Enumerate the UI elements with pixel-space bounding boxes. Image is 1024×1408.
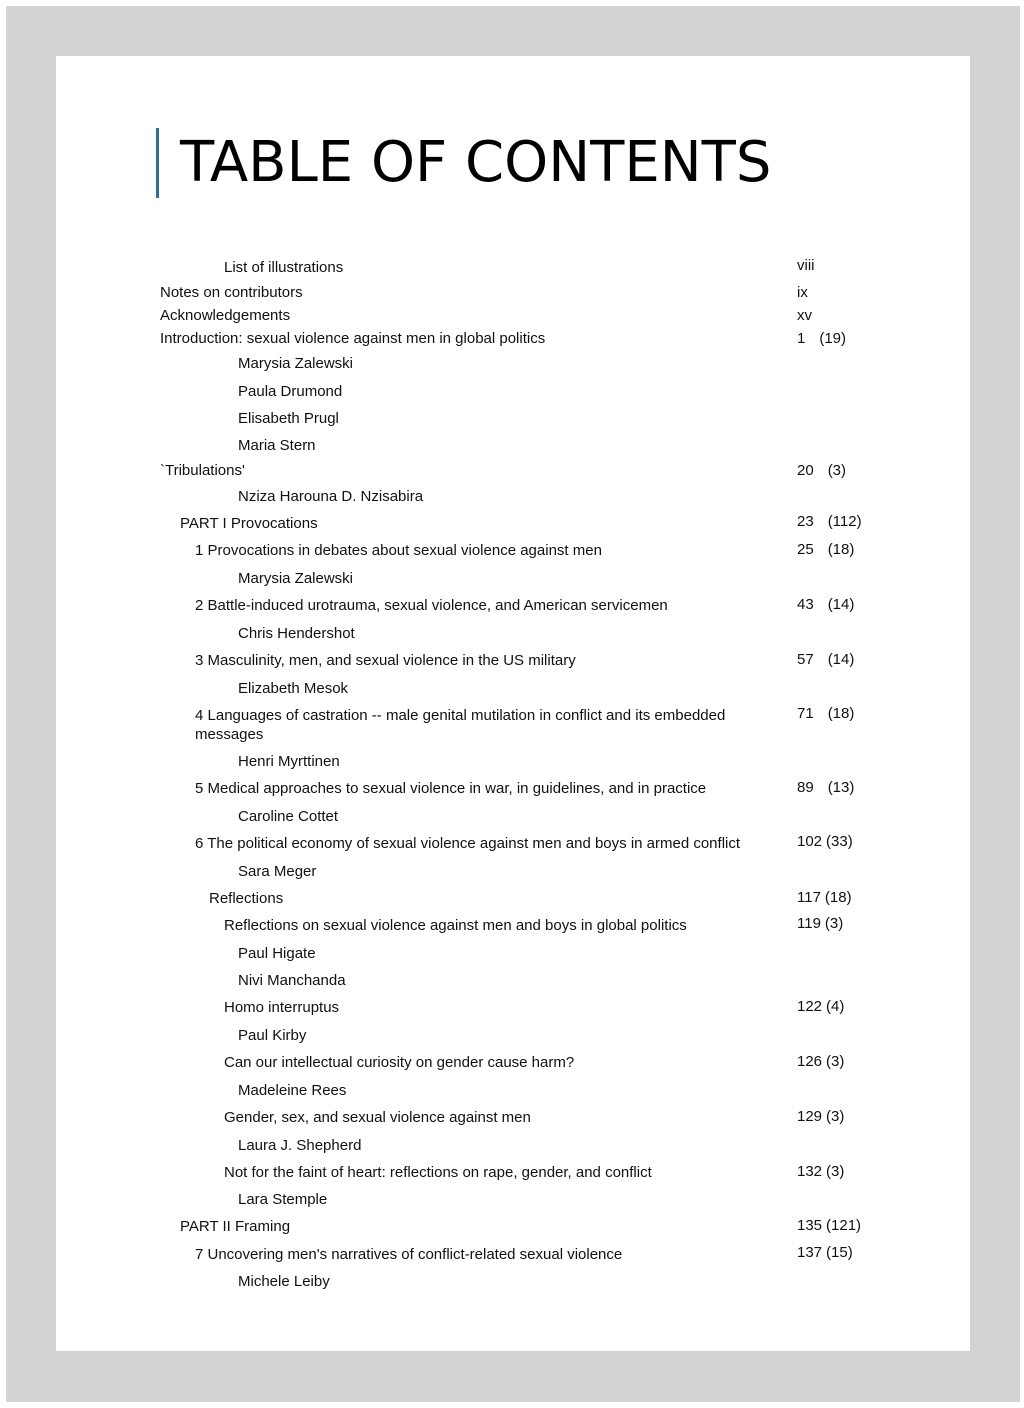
toc-entry [238,971,346,990]
toc-entry [238,409,339,428]
toc-entry-title: Notes on contributors [160,284,303,301]
toc-page-ref [797,1243,853,1262]
toc-page-number: 122 [797,998,823,1015]
toc-entry-title: Maria Stern [238,437,316,454]
toc-page-count: (13) [827,779,855,796]
toc-entry-title: 6 The political economy of sexual violence against men and boys in armed conflict [195,835,741,852]
toc-page-ref [797,306,812,325]
toc-page-ref [797,997,844,1016]
toc-page-ref [797,461,846,480]
toc-entry [224,258,343,277]
toc-entry-title: Homo interruptus [224,999,340,1016]
toc-page-ref [797,1216,861,1235]
toc-entry [238,624,355,643]
toc-entry-title: Michele Leiby [238,1273,330,1290]
toc-page-count: (3) [826,1108,845,1125]
toc-entry-title: 2 Battle-induced urotrauma, sexual violence, and American servicemen [195,597,668,614]
toc-entry [238,1136,361,1155]
toc-entry [224,916,687,935]
toc-page-ref [797,283,808,302]
toc-entry [195,706,755,744]
toc-entry-title: Introduction: sexual violence against men in global politics [160,330,546,347]
toc-page-ref [797,888,852,907]
toc-entry-title: 3 Masculinity, men, and sexual violence in the US military [195,652,576,669]
toc-page-ref [797,1107,844,1126]
toc-entry [195,651,576,670]
toc-page-ref [797,650,854,669]
toc-page-ref [797,832,853,851]
toc-page-number: 1 [797,330,806,347]
toc-page-number: ix [797,284,808,301]
toc-page-number: 43 [797,596,814,613]
toc-page-ref [797,1052,844,1071]
toc-entry [238,487,423,506]
toc-entry-title: Elisabeth Prugl [238,410,339,427]
toc-entry-title: Can our intellectual curiosity on gender cause harm? [224,1054,575,1071]
toc-page-ref [797,540,854,559]
toc-page-number: viii [797,257,815,274]
toc-page-count: (3) [826,1053,845,1070]
toc-entry [195,541,602,560]
toc-entry [195,834,740,853]
toc-page-number: 25 [797,541,814,558]
toc-entry [160,283,303,302]
toc-entry-title: Paula Drumond [238,383,343,400]
toc-entry [195,1245,622,1264]
toc-page-number: 137 [797,1244,823,1261]
toc-page-ref [797,512,862,531]
toc-page-ref [797,256,815,275]
toc-entry-title: Sara Meger [238,863,317,880]
toc-entry-title: PART I Provocations [180,515,318,532]
toc-entry [238,569,353,588]
toc-entry [238,752,340,771]
toc-page-count: (4) [826,998,845,1015]
toc-entry-title: Reflections on sexual violence against men and boys in global politics [224,917,687,934]
toc-entry-title: 4 Languages of castration -- male genital mutilation in conflict and its embedded messages [195,707,726,743]
toc-page-count: (14) [827,651,855,668]
toc-page-count: (19) [819,330,847,347]
toc-entry [160,306,290,325]
toc-entry [195,779,706,798]
toc-entry-title: Madeleine Rees [238,1082,347,1099]
toc-page-number: 89 [797,779,814,796]
toc-entry-title: List of illustrations [224,259,344,276]
toc-entry-title: Paul Kirby [238,1027,307,1044]
toc-page-ref [797,778,854,797]
toc-entry [238,807,338,826]
toc-page-count: (112) [827,513,862,530]
toc-entry [238,1026,306,1045]
toc-entry-title: Elizabeth Mesok [238,680,349,697]
toc-page-ref [797,914,843,933]
toc-entry [238,382,342,401]
toc-page-number: 23 [797,513,814,530]
toc-entry-title: Chris Hendershot [238,625,355,642]
toc-entry-title: Paul Higate [238,945,316,962]
toc-page-number: 102 [797,833,823,850]
toc-entry-title: Lara Stemple [238,1191,328,1208]
toc-entry [238,1081,346,1100]
toc-entry [195,596,668,615]
toc-page-number: 71 [797,705,814,722]
toc-entry-title: 7 Uncovering men's narratives of conflict-related sexual violence [195,1246,623,1263]
toc-page-number: 132 [797,1163,823,1180]
toc-page-count: (121) [826,1217,862,1234]
toc-entry-title: Gender, sex, and sexual violence against men [224,1109,531,1126]
toc-page-count: (3) [826,1163,845,1180]
toc-entry [224,1053,574,1072]
toc-entry [160,329,545,348]
toc-entry [180,514,318,533]
toc-entry [238,436,316,455]
toc-entry-title: PART II Framing [180,1218,291,1235]
toc-entry [238,679,348,698]
toc-entry-title: 5 Medical approaches to sexual violence in war, in guidelines, and in practice [195,780,707,797]
toc-page-count: (15) [826,1244,853,1261]
toc-entry [209,889,283,908]
toc-entry [238,944,316,963]
toc-entry-title: Not for the faint of heart: reflections on rape, gender, and conflict [224,1164,652,1181]
toc-entry-title: Nziza Harouna D. Nzisabira [238,488,424,505]
toc-page-number: xv [797,307,812,324]
toc-page-count: (18) [827,541,855,558]
toc-page-number: 129 [797,1108,823,1125]
page-title: TABLE OF CONTENTS [180,130,772,195]
toc-entry-title: Marysia Zalewski [238,355,354,372]
toc-entry-title: Reflections [209,890,284,907]
toc-entry-title: `Tribulations' [160,462,245,479]
toc-entry-title: Laura J. Shepherd [238,1137,362,1154]
toc-page-ref [797,704,854,723]
toc-page-count: (18) [827,705,855,722]
toc-page-number: 117 [797,889,821,906]
toc-entry [160,461,245,480]
toc-entry [238,862,316,881]
toc-page-count: (18) [824,889,852,906]
toc-page-count: (33) [826,833,853,850]
toc-entry [224,998,339,1017]
toc-page-ref [797,329,846,348]
toc-page-count: (14) [827,596,855,613]
toc-entry [238,354,353,373]
toc-page-count: (3) [827,462,847,479]
toc-entry [238,1272,330,1291]
toc-page-number: 20 [797,462,814,479]
toc-entry-title: Marysia Zalewski [238,570,354,587]
toc-page-number: 57 [797,651,814,668]
toc-page-ref [797,595,854,614]
toc-entry [238,1190,327,1209]
toc-page-number: 135 [797,1217,823,1234]
toc-entry [180,1217,290,1236]
toc-entry-title: Henri Myrttinen [238,753,340,770]
toc-entry-title: Acknowledgements [160,307,291,324]
toc-entry [224,1163,652,1182]
toc-page-number: 119 [797,915,821,932]
toc-entry-title: Nivi Manchanda [238,972,346,989]
toc-page-ref [797,1162,844,1181]
toc-page-number: 126 [797,1053,823,1070]
toc-page-count: (3) [824,915,844,932]
toc-entry-title: 1 Provocations in debates about sexual violence against men [195,542,602,559]
toc-entry-title: Caroline Cottet [238,808,339,825]
toc-entry [224,1108,531,1127]
